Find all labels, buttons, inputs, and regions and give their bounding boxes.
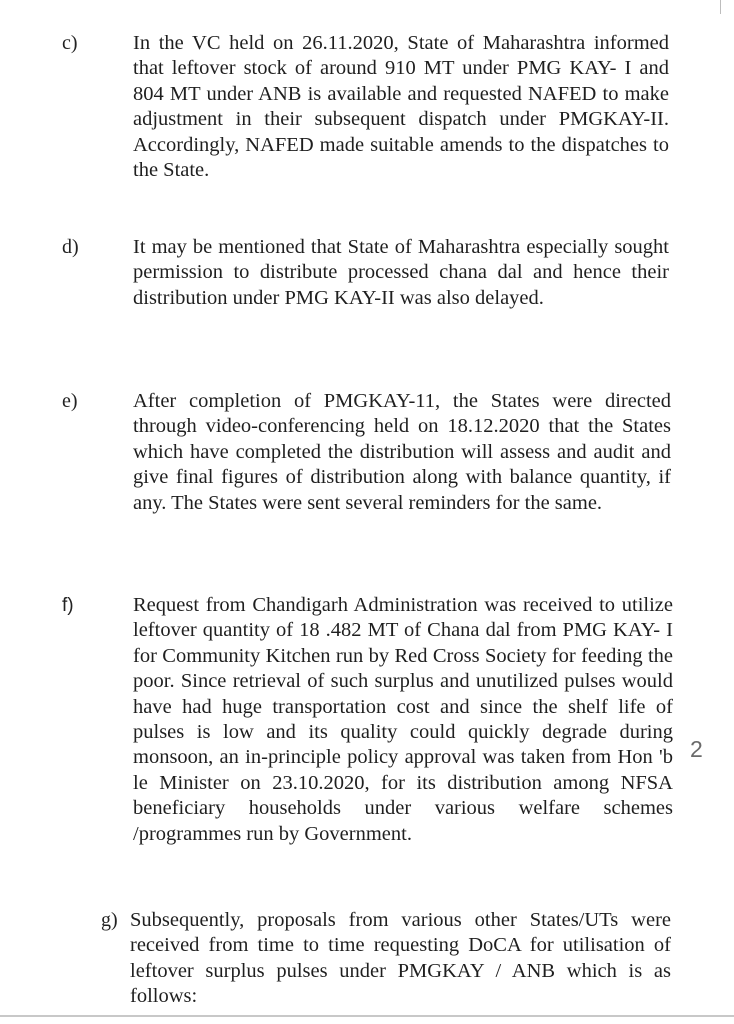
page-edge-mark — [720, 0, 721, 14]
paragraph-marker: c) — [62, 32, 78, 54]
paragraph-marker: f) — [62, 595, 74, 616]
paragraph-text: It may be mentioned that State of Maharashtra especially sought permission to distribute processed chana dal and hence their distribution under PMG KAY-II was also delayed. — [133, 236, 669, 309]
paragraph-marker: d) — [62, 236, 79, 258]
paragraph-marker: g) — [101, 909, 118, 931]
paragraph-text: After completion of PMGKAY-11, the States were directed through video-conferencing held on 18.12.2020 that the States which have completed the distribution will assess and audit and give final figures of distribution along with balance quantity, if any. The States were sent several reminders for the same. — [133, 390, 671, 514]
paragraph-marker: e) — [62, 390, 78, 412]
paragraph-text: Request from Chandigarh Administration was received to utilize leftover quantity of 18 .482 MT of Chana dal from PMG KAY- I for Community Kitchen run by Red Cross Society for feeding the poor. Since retrieval of such surplus and unutilized pulses would have had huge transportation cost and since the shelf life of pulses is low and its quality could quickly degrade during monsoon, an in-principle policy approval was taken from Hon 'b le Minister on 23.10.2020, for its distribution among NFSA beneficiary households under various welfare schemes /programmes run by Government. — [133, 594, 673, 845]
paragraph-text: Subsequently, proposals from various other States/UTs were received from time to time requesting DoCA for utilisation of leftover surplus pulses under PMGKAY / ANB which is as follows: — [130, 909, 671, 1008]
page-divider — [0, 1015, 734, 1017]
page-number: 2 — [690, 736, 703, 762]
paragraph-text: In the VC held on 26.11.2020, State of Maharashtra informed that leftover stock of around 910 MT under PMG KAY- I and 804 MT under ANB is available and requested NAFED to make adjustment in their subsequent dispatch under PMGKAY-II. Accordingly, NAFED made suitable amends to the dispatches to the State. — [133, 32, 669, 182]
